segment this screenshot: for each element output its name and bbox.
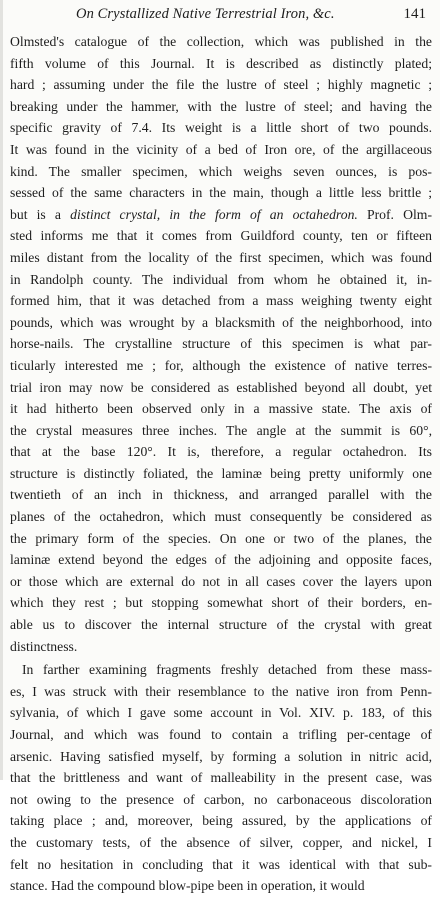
- text-line: es, I was struck with their resemblance to the native iron from Penn-: [10, 683, 432, 699]
- text-line: or those which are external do not in all cases cover the layers upon: [10, 573, 432, 589]
- text-line: planes of the octahedron, which must consequently be considered as: [10, 509, 432, 525]
- text-line: miles distant from the locality of the first specimen, which was found: [10, 249, 432, 265]
- text-line: horse-nails. The crystalline structure of this specimen is what par-: [10, 336, 432, 352]
- page-number: 141: [403, 6, 426, 22]
- text-line: the customary tests, of the absence of silver, copper, and nickel, I: [10, 834, 432, 850]
- text-line: not owing to the presence of carbon, no carbonaceous discoloration: [10, 791, 432, 807]
- text-line: the crystal measures three inches. The angle at the summit is 60°,: [10, 422, 432, 438]
- text-line: In farther examining fragments freshly detached from these mass-: [22, 662, 432, 678]
- running-head-title: On Crystallized Native Terrestrial Iron, &c.: [76, 6, 335, 22]
- text-line: It was found in the vicinity of a bed of Iron ore, of the argillaceous: [10, 141, 432, 157]
- text-line: structure is distinctly foliated, the laminæ being pretty uniformly one: [10, 465, 432, 481]
- text-line: that at the base 120°. It is, therefore, a regular octahedron. Its: [10, 444, 432, 460]
- paragraph: [0, 659, 432, 897]
- text-line: stance. Had the compound blow-pipe been in operation, it would: [10, 878, 365, 894]
- text-line: it had hitherto been observed only in a massive state. The axis of: [10, 401, 432, 417]
- text-line: formed him, that it was detached from a mass weighing twenty eight: [10, 293, 432, 309]
- text-line: ticularly interested me ; for, although the existence of native terres-: [10, 357, 432, 373]
- text-line: sted informs me that it comes from Guildford county, ten or fifteen: [10, 228, 432, 244]
- text-line: Journal, and which was found to contain a trifling per-centage of: [10, 727, 432, 742]
- text-line: trial iron may now be considered as established beyond all doubt, yet: [10, 379, 432, 395]
- text-line: the primary form of the species. On one or two of the planes, the: [10, 530, 432, 546]
- text-line: fifth volume of this Journal. It is described as distinctly plated;: [10, 55, 432, 71]
- text-line: able us to discover the internal structure of the crystal with great: [10, 617, 432, 633]
- emphasis: distinct crystal, in the form of an octahedron.: [70, 206, 358, 222]
- text-line: in Randolph county. The individual from whom he obtained it, in-: [10, 271, 432, 287]
- text-line: arsenic. Having satisfied myself, by forming a solution in nitric acid,: [10, 748, 432, 764]
- body-text: [0, 31, 432, 897]
- text-line: specific gravity of 7.4. Its weight is a little short of two pounds.: [10, 120, 432, 136]
- text-line: which they rest ; but stopping somewhat short of their borders, en-: [10, 595, 432, 611]
- text-line: twentieth of an inch in thickness, and arranged parallel with the: [10, 487, 432, 503]
- text-line: Olmsted's catalogue of the collection, which was published in the: [10, 34, 432, 49]
- text-line: sylvania, of which I gave some account in Vol. XIV. p. 183, of this: [10, 705, 432, 721]
- running-head: [76, 6, 432, 26]
- text-line: that the brittleness and want of malleability in the present case, was: [10, 770, 432, 786]
- paragraph: [0, 31, 432, 657]
- text-line: laminæ extend beyond the edges of the adjoining and opposite faces,: [10, 552, 432, 568]
- text-line: breaking under the hammer, with the lustre of steel; and having the: [10, 98, 432, 114]
- text-line: sessed of the same characters in the main, though a little less brittle ;: [10, 185, 432, 201]
- text-line: felt no hesitation in concluding that it was identical with that sub-: [10, 856, 432, 872]
- text-line: taking place ; and, moreover, being assured, by the applications of: [10, 813, 432, 829]
- text-line: kind. The smaller specimen, which weighs seven ounces, is pos-: [10, 163, 432, 179]
- text-line: pounds, which was wrought by a blacksmith of the neighborhood, into: [10, 314, 432, 330]
- text-line: distinctness.: [10, 638, 78, 654]
- text-line: but is a distinct crystal, in the form of an octahedron. Prof. Olm-: [10, 206, 432, 222]
- text-line: hard ; assuming under the file the lustre of steel ; highly magnetic ;: [10, 77, 432, 93]
